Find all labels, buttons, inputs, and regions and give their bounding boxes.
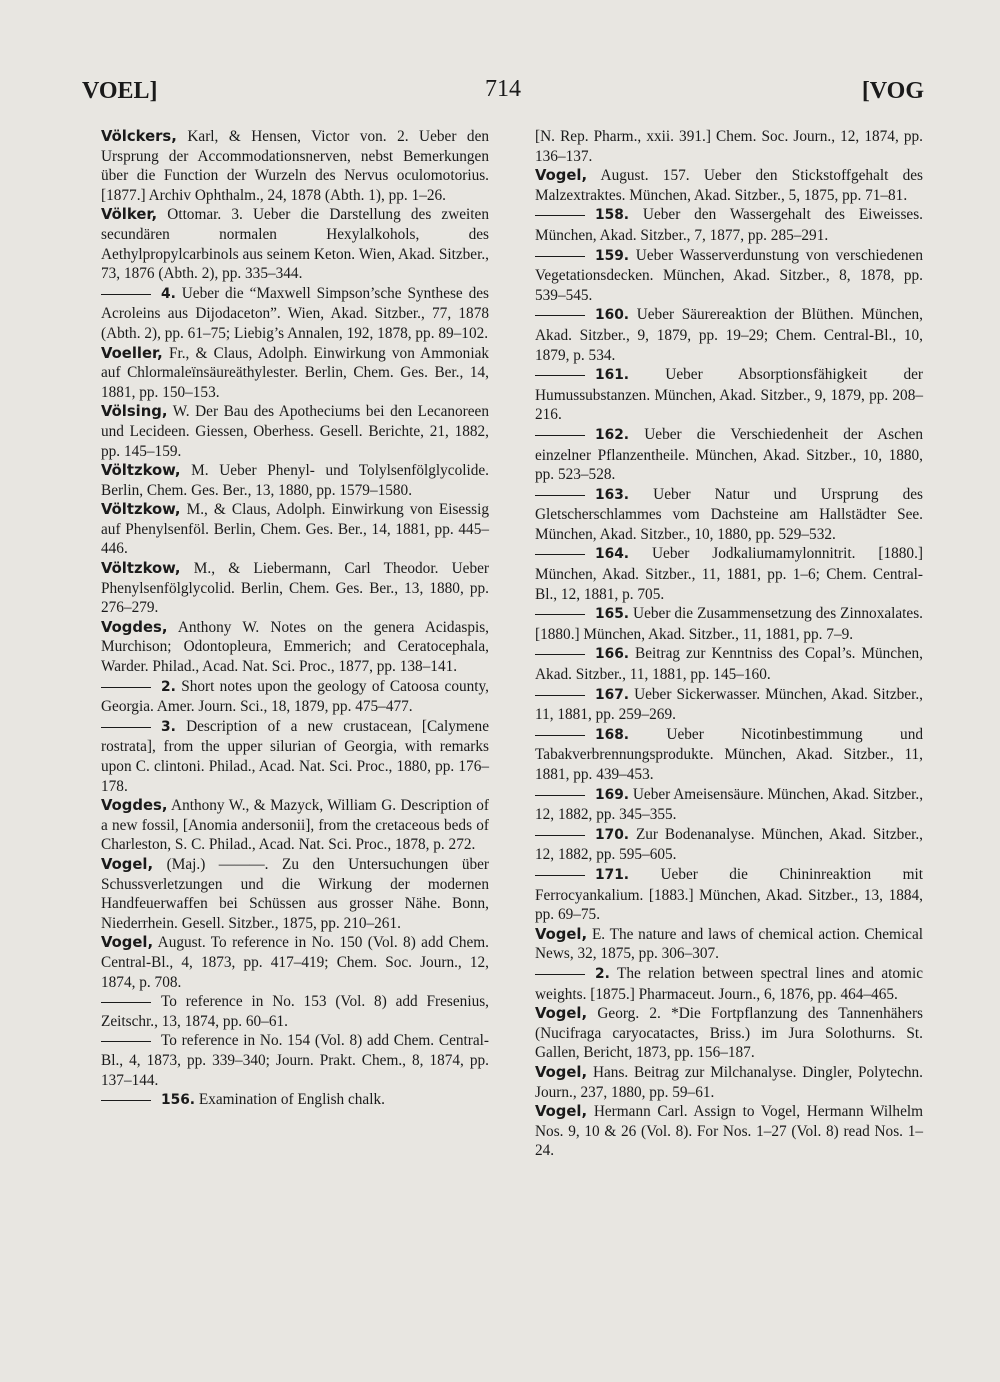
- entry-text: (Maj.) ———. Zu den Untersuchungen über Schussverletzungen und die Wirkung der modernen Handfeuerwaffen bei Schüssen aus grosser Nähe. Bonn, Niederrhein. Gesell. Sitzber., 1875, pp. 210–261.: [101, 855, 489, 932]
- author-entry: [101, 344, 489, 403]
- entry-text: Ueber die Chininreaktion mit Ferrocyankalium. [1883.] München, Akad. Sitzber., 13, 1884, pp. 69–75.: [535, 865, 923, 924]
- author-name: Völker,: [101, 206, 158, 224]
- ditto-rule: [535, 795, 585, 796]
- entry-text: August. To reference in No. 150 (Vol. 8) add Chem. Central-Bl., 4, 1873, pp. 417–419; Chem. Soc. Journ., 12, 1874, p. 708.: [101, 934, 489, 991]
- page-number: 714: [485, 76, 521, 102]
- entry-text: The relation between spectral lines and atomic weights. [1875.] Pharmaceut. Journ., 6, 1876, pp. 464–465.: [535, 964, 923, 1003]
- author-entry: [101, 796, 489, 855]
- author-name: Völtzkow,: [101, 462, 181, 480]
- entry-text: Ueber Sickerwasser. München, Akad. Sitzber., 11, 1881, pp. 259–269.: [535, 685, 923, 724]
- entry-text: M., & Liebermann, Carl Theodor. Ueber Phenylsenfölglycolid. Berlin, Chem. Ges. Ber., 13, 1880, pp. 276–279.: [101, 560, 489, 617]
- author-entry: [535, 166, 923, 205]
- entry-text: Ueber die “Maxwell Simpson’sche Synthese des Acroleins aus Dijodaceton”. Wien, Akad. Sitzber., 77, 1878 (Abth. 2), pp. 61–75; Liebig’s Annalen, 192, 1878, pp. 89–102.: [101, 284, 489, 342]
- author-name: Vogdes,: [101, 797, 168, 815]
- entry-text: Description of a new crustacean, [Calymene rostrata], from the upper silurian of Georgia, with remarks upon C. clintoni. Philad., Acad. Nat. Sci. Proc., 1880, pp. 176–178.: [101, 717, 489, 795]
- paper-number: 3.: [161, 718, 176, 735]
- author-name: Vogel,: [535, 1103, 588, 1121]
- entry-text: Ueber die Zusammensetzung des Zinnoxalates. [1880.] München, Akad. Sitzber., 11, 1881, pp. 7–9.: [535, 605, 923, 643]
- ditto-rule: [101, 687, 151, 688]
- paper-number: 168.: [595, 726, 630, 743]
- author-name: Vogel,: [535, 1063, 588, 1081]
- author-name: Voeller,: [101, 344, 163, 362]
- entry-text: August. 157. Ueber den Stickstoffgehalt des Malzextraktes. München, Akad. Sitzber., 5, 1875, pp. 71–81.: [535, 167, 923, 204]
- running-head-right: [VOG: [861, 78, 924, 104]
- continuation-entry: [101, 1031, 489, 1090]
- left-column: [101, 127, 489, 1111]
- entry-text: Ueber Nicotinbestimmung und Tabakverbrennungsprodukte. München, Akad. Sitzber., 11, 1881, pp. 439–453.: [535, 725, 923, 783]
- author-name: Vogel,: [535, 167, 588, 185]
- ditto-rule: [535, 654, 585, 655]
- paper-number: 159.: [595, 247, 630, 264]
- entry-text: Fr., & Claus, Adolph. Einwirkung von Ammoniak auf Chlormaleïnsäureäthylester. Berlin, Chem. Ges. Ber., 14, 1881, pp. 150–153.: [101, 344, 490, 401]
- paper-number: 167.: [595, 686, 630, 703]
- right-column: [535, 127, 923, 1161]
- continuation-entry: [101, 677, 489, 717]
- entry-text: Ueber Jodkaliumamylonnitrit. [1880.] München, Akad. Sitzber., 11, 1881, pp. 1–6; Chem. Central-Bl., 12, 1881, p. 705.: [535, 545, 923, 603]
- author-entry: [101, 461, 489, 500]
- author-entry: [535, 1004, 923, 1063]
- ditto-rule: [535, 735, 585, 736]
- entry-text: Georg. 2. *Die Fortpflanzung des Tannenhähers (Nucifraga caryocatactes, Briss.) im Jura Solothurns. St. Gallen, Bericht, 1873, pp. 156–187.: [535, 1005, 923, 1062]
- entry-text: Ottomar. 3. Ueber die Darstellung des zweiten secundären normalen Hexylalkohols, des Aethylpropylcarbinols aus seinem Keton. Wien, Akad. Sitzber., 73, 1876 (Abth. 2), pp. 335–344.: [101, 206, 489, 283]
- paper-number: 158.: [595, 207, 630, 224]
- author-entry: [101, 127, 489, 205]
- continuation-entry: [535, 485, 923, 545]
- continuation-entry: [101, 284, 489, 344]
- author-entry: [101, 500, 489, 559]
- continuation-entry: [535, 246, 923, 306]
- entry-text: M., & Claus, Adolph. Einwirkung von Eisessig auf Phenylsenföl. Berlin, Chem. Ges. Ber., 14, 1881, pp. 445–446.: [101, 501, 490, 558]
- continuation-entry: [101, 992, 489, 1031]
- continuation-entry: [535, 865, 923, 925]
- ditto-rule: [101, 1100, 151, 1101]
- paper-number: 165.: [595, 606, 630, 623]
- entry-text: Anthony W. Notes on the genera Acidaspis, Murchison; Odontopleura, Emmerich; and Ceratocephala, Warder. Philad., Acad. Nat. Sci. Proc., 1877, pp. 138–141.: [101, 618, 489, 676]
- author-name: Vogdes,: [101, 618, 168, 636]
- continuation-entry: [535, 127, 923, 166]
- author-name: Vogel,: [535, 1005, 588, 1023]
- ditto-rule: [535, 695, 585, 696]
- author-name: Völtzkow,: [101, 501, 181, 519]
- paper-number: 166.: [595, 646, 630, 663]
- ditto-rule: [535, 614, 585, 615]
- continuation-entry: [101, 717, 489, 796]
- paper-number: 2.: [595, 965, 610, 982]
- paper-number: 162.: [595, 426, 630, 443]
- entry-text: Ueber die Verschiedenheit der Aschen einzelner Pflanzentheile. München, Akad. Sitzber., 10, 1880, pp. 523–528.: [535, 425, 923, 484]
- author-entry: [535, 925, 923, 964]
- ditto-rule: [535, 375, 585, 376]
- entry-text: Beitrag zur Kenntniss des Copal’s. München, Akad. Sitzber., 11, 1881, pp. 145–160.: [535, 645, 924, 684]
- entry-text: Hermann Carl. Assign to Vogel, Hermann Wilhelm Nos. 9, 10 & 26 (Vol. 8). For Nos. 1–27 (Vol. 8) read Nos. 1–24.: [535, 1103, 924, 1160]
- author-entry: [535, 1102, 923, 1161]
- continuation-entry: [101, 1090, 489, 1111]
- continuation-entry: [535, 685, 923, 725]
- entry-text: Short notes upon the geology of Catoosa county, Georgia. Amer. Journ. Sci., 18, 1879, pp. 475–477.: [101, 677, 490, 716]
- continuation-entry: [535, 825, 923, 865]
- author-entry: [101, 402, 489, 461]
- author-name: Vogel,: [535, 925, 588, 943]
- author-entry: [535, 1063, 923, 1102]
- continuation-entry: [535, 725, 923, 785]
- paper-number: 171.: [595, 866, 630, 883]
- continuation-entry: [535, 305, 923, 365]
- paper-number: 2.: [161, 678, 176, 695]
- paper-number: 164.: [595, 546, 630, 563]
- author-entry: [101, 618, 489, 677]
- entry-text: W. Der Bau des Apotheciums bei den Lecanoreen und Lecideen. Giessen, Oberhess. Gesell. Berichte, 21, 1882, pp. 145–159.: [101, 403, 489, 460]
- author-name: Vogel,: [101, 934, 154, 952]
- continuation-entry: [535, 425, 923, 485]
- author-entry: [101, 855, 489, 933]
- entry-text: [N. Rep. Pharm., xxii. 391.] Chem. Soc. Journ., 12, 1874, pp. 136–137.: [535, 128, 923, 165]
- entry-text: Hans. Beitrag zur Milchanalyse. Dingler, Polytechn. Journ., 237, 1880, pp. 59–61.: [535, 1063, 923, 1101]
- paper-number: 170.: [595, 826, 630, 843]
- author-entry: [101, 205, 489, 283]
- ditto-rule: [101, 727, 151, 728]
- paper-number: 156.: [161, 1092, 196, 1109]
- entry-text: To reference in No. 153 (Vol. 8) add Fresenius, Zeitschr., 13, 1874, pp. 60–61.: [101, 993, 489, 1030]
- paper-number: 4.: [161, 285, 176, 302]
- ditto-rule: [535, 315, 585, 316]
- continuation-entry: [535, 785, 923, 825]
- running-head-left: VOEL]: [82, 78, 158, 104]
- entry-text: Ueber Ameisensäure. München, Akad. Sitzber., 12, 1882, pp. 345–355.: [535, 785, 924, 824]
- ditto-rule: [101, 1041, 151, 1042]
- continuation-entry: [535, 365, 923, 425]
- entry-text: Ueber Säurereaktion der Blüthen. München, Akad. Sitzber., 9, 1879, pp. 19–29; Chem. Central-Bl., 10, 1879, p. 534.: [535, 306, 923, 364]
- paper-number: 163.: [595, 486, 630, 503]
- ditto-rule: [535, 215, 585, 216]
- author-entry: [101, 933, 489, 992]
- continuation-entry: [535, 205, 923, 245]
- author-entry: [101, 559, 489, 618]
- entry-text: Examination of English chalk.: [198, 1091, 385, 1109]
- entry-text: Zur Bodenanalyse. München, Akad. Sitzber., 12, 1882, pp. 595–605.: [535, 825, 924, 864]
- page-header: [82, 78, 924, 108]
- continuation-entry: [535, 544, 923, 604]
- ditto-rule: [535, 835, 585, 836]
- paper-number: 160.: [595, 307, 630, 324]
- author-name: Völsing,: [101, 403, 168, 421]
- entry-text: M. Ueber Phenyl- und Tolylsenfölglycolide. Berlin, Chem. Ges. Ber., 13, 1880, pp. 1579–1580.: [101, 462, 489, 499]
- entry-text: Ueber Wasserverdunstung von verschiedenen Vegetationsdecken. München, Akad. Sitzber., 8, 1878, pp. 539–545.: [535, 246, 923, 304]
- entry-text: Ueber Absorptionsfähigkeit der Humussubstanzen. München, Akad. Sitzber., 9, 1879, pp. 208–216.: [535, 366, 923, 424]
- ditto-rule: [101, 1002, 151, 1003]
- author-name: Völckers,: [101, 128, 177, 145]
- entry-text: Karl, & Hensen, Victor von. 2. Ueber den Ursprung der Accommodationsnerven, nebst Bemerkungen über die Function der Wurzeln des Nervus oculomotorius. [1877.] Archiv Ophthalm., 24, 1878 (Abth. 1), pp. 1–26.: [101, 128, 490, 204]
- ditto-rule: [535, 495, 585, 496]
- author-name: Völtzkow,: [101, 560, 181, 578]
- continuation-entry: [535, 964, 923, 1004]
- entry-text: Ueber den Wassergehalt des Eiweisses. München, Akad. Sitzber., 7, 1877, pp. 285–291.: [535, 206, 923, 244]
- ditto-rule: [535, 974, 585, 975]
- ditto-rule: [535, 554, 585, 555]
- entry-text: To reference in No. 154 (Vol. 8) add Chem. Central-Bl., 4, 1873, pp. 339–340; Journ. Prakt. Chem., 8, 1874, pp. 137–144.: [101, 1032, 489, 1089]
- continuation-entry: [535, 644, 923, 684]
- paper-number: 169.: [595, 786, 630, 803]
- paper-number: 161.: [595, 367, 630, 384]
- ditto-rule: [535, 435, 585, 436]
- author-name: Vogel,: [101, 855, 154, 873]
- continuation-entry: [535, 604, 923, 644]
- ditto-rule: [535, 875, 585, 876]
- entry-text: E. The nature and laws of chemical action. Chemical News, 32, 1875, pp. 306–307.: [535, 925, 923, 963]
- entry-text: Ueber Natur und Ursprung des Gletscherschlammes vom Dachsteine am Hallstädter See. München, Akad. Sitzber., 10, 1880, pp. 529–532.: [535, 485, 923, 543]
- ditto-rule: [535, 256, 585, 257]
- ditto-rule: [101, 294, 151, 295]
- entry-text: Anthony W., & Mazyck, William G. Description of a new fossil, [Anomia andersonii], from the cretaceous beds of Charleston, S. C. Philad., Acad. Nat. Sci. Proc., 1878, p. 272.: [101, 797, 489, 854]
